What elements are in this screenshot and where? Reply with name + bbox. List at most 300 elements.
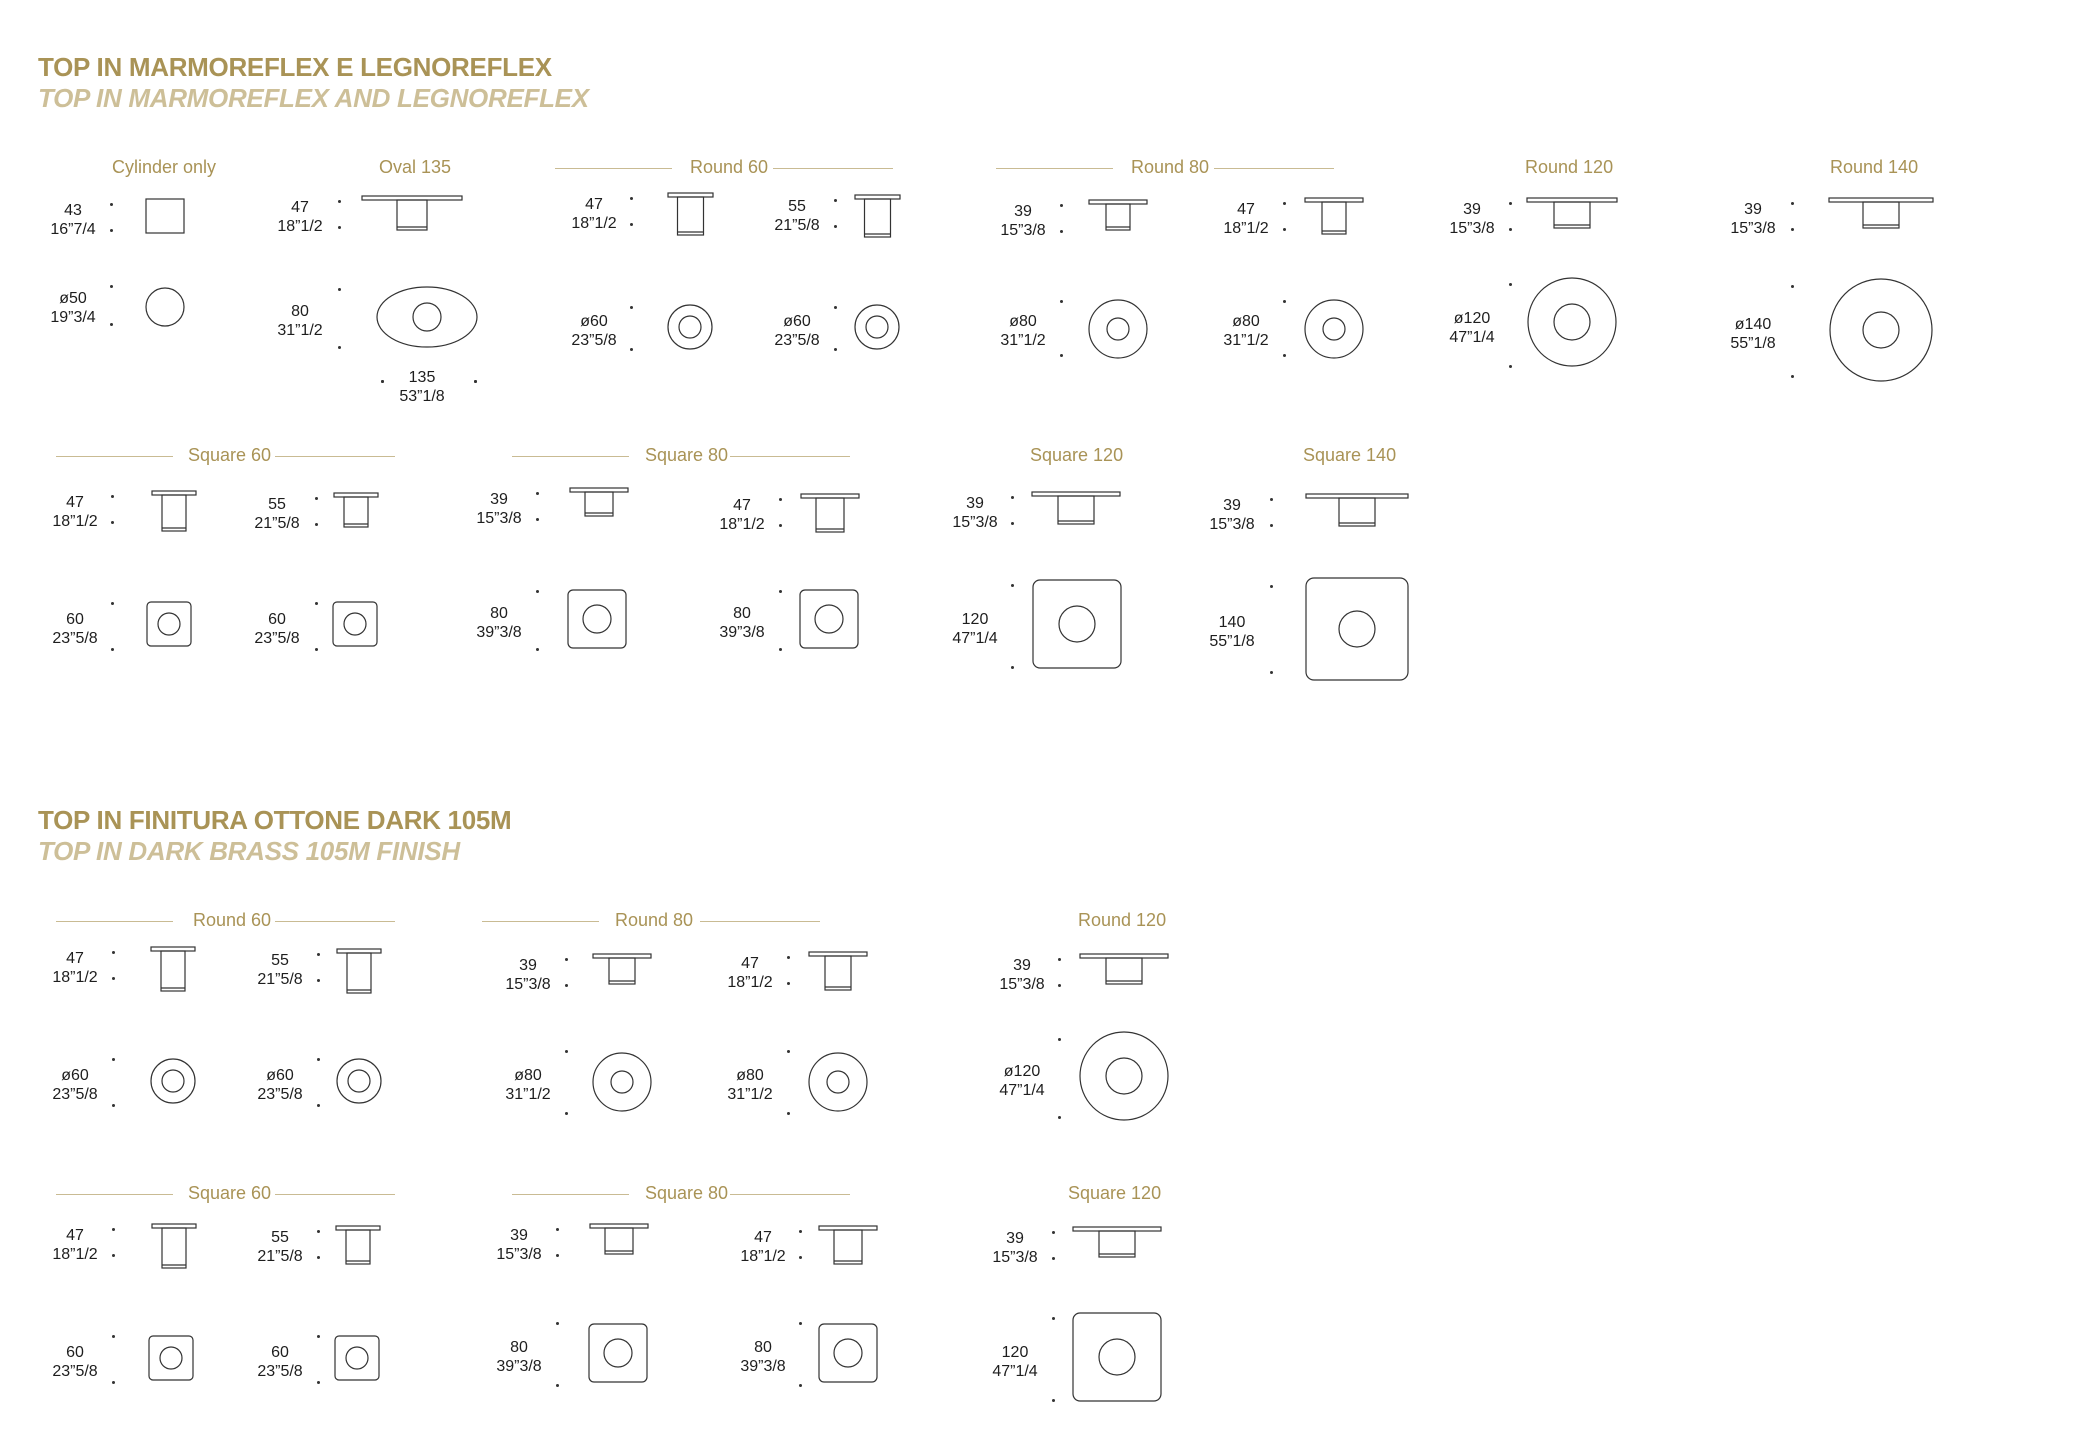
width-dimension bbox=[37, 1066, 113, 1104]
top-outline bbox=[335, 1336, 379, 1380]
dimension-tick bbox=[111, 495, 114, 498]
dimension-tick bbox=[799, 1384, 802, 1387]
metric-value: ø140 bbox=[1734, 316, 1772, 333]
imperial-value: 15”3/8 bbox=[1730, 220, 1776, 237]
metric-value: 80 bbox=[490, 605, 508, 622]
side-elevation-drawing bbox=[150, 1223, 198, 1271]
width-dimension bbox=[481, 1338, 557, 1376]
dimension-tick bbox=[112, 1381, 115, 1384]
dimension-tick bbox=[556, 1384, 559, 1387]
cylinder-base-outline bbox=[161, 951, 185, 991]
metric-value: 39 bbox=[519, 957, 537, 974]
imperial-value: 15”3/8 bbox=[1209, 516, 1255, 533]
metric-value: 140 bbox=[1218, 614, 1246, 631]
width-dimension bbox=[1194, 613, 1270, 651]
square-plan-drawing bbox=[1031, 578, 1123, 670]
height-dimension bbox=[490, 956, 566, 994]
imperial-value: 15”3/8 bbox=[1449, 220, 1495, 237]
width-dimension bbox=[1715, 315, 1791, 353]
height-dimension bbox=[37, 949, 113, 987]
dimension-tick bbox=[779, 590, 782, 593]
top-outline bbox=[593, 1053, 651, 1111]
base-outline bbox=[679, 316, 701, 338]
oval-plan-drawing bbox=[375, 285, 479, 349]
dimension-tick bbox=[630, 306, 633, 309]
imperial-value: 23”5/8 bbox=[257, 1363, 303, 1380]
dimension-tick bbox=[565, 1050, 568, 1053]
cylinder-base-outline bbox=[834, 1230, 862, 1264]
width-dimension bbox=[37, 610, 113, 648]
dimension-tick bbox=[1058, 984, 1061, 987]
dimension-tick bbox=[1509, 365, 1512, 368]
metric-value: 39 bbox=[1223, 497, 1241, 514]
side-elevation-drawing bbox=[1525, 197, 1619, 231]
table-top-outline bbox=[570, 488, 628, 492]
height-dimension bbox=[481, 1226, 557, 1264]
top-outline bbox=[589, 1324, 647, 1382]
cylinder-base-outline bbox=[1863, 202, 1899, 228]
group-title: Round 80 bbox=[1131, 157, 1210, 177]
metric-value: 39 bbox=[1463, 201, 1481, 218]
dimension-tick bbox=[565, 958, 568, 961]
metric-value: ø80 bbox=[1232, 313, 1260, 330]
top-outline bbox=[809, 1053, 867, 1111]
height-dimension bbox=[461, 490, 537, 528]
cylinder-base-outline bbox=[1554, 202, 1590, 228]
imperial-value: 18”1/2 bbox=[719, 516, 765, 533]
metric-value: 47 bbox=[66, 1227, 84, 1244]
height-dimension bbox=[1208, 200, 1284, 238]
round-plan-drawing bbox=[1303, 298, 1365, 360]
height-dimension bbox=[262, 198, 338, 236]
top-outline bbox=[1080, 1032, 1168, 1120]
top-outline bbox=[819, 1324, 877, 1382]
cylinder-base-outline bbox=[1106, 204, 1130, 230]
width-dimension bbox=[712, 1066, 788, 1104]
dimension-tick bbox=[556, 1322, 559, 1325]
dimension-tick bbox=[1060, 354, 1063, 357]
top-outline bbox=[1073, 1313, 1161, 1401]
base-outline bbox=[815, 605, 843, 633]
imperial-value: 21”5/8 bbox=[254, 515, 300, 532]
width-dimension bbox=[759, 312, 835, 350]
table-top-outline bbox=[1305, 198, 1363, 202]
top-outline bbox=[149, 1336, 193, 1380]
width-dimension bbox=[35, 289, 111, 327]
group-title: Square 60 bbox=[188, 1183, 272, 1203]
dimension-tick bbox=[834, 306, 837, 309]
dimension-tick bbox=[1270, 498, 1273, 501]
imperial-value: 23”5/8 bbox=[52, 630, 98, 647]
group-rule bbox=[555, 168, 672, 169]
metric-value: ø80 bbox=[514, 1067, 542, 1084]
imperial-value: 31”1/2 bbox=[1000, 332, 1046, 349]
imperial-value: 15”3/8 bbox=[476, 510, 522, 527]
dimension-tick bbox=[111, 602, 114, 605]
top-outline bbox=[147, 602, 191, 646]
imperial-value: 18”1/2 bbox=[740, 1248, 786, 1265]
group-title: Cylinder only bbox=[112, 157, 217, 177]
dimension-tick bbox=[317, 1230, 320, 1233]
width-dimension bbox=[461, 604, 537, 642]
dimension-tick bbox=[556, 1228, 559, 1231]
group-rule bbox=[56, 456, 173, 457]
side-elevation-drawing bbox=[568, 487, 630, 519]
base-outline bbox=[866, 316, 888, 338]
group-rule bbox=[730, 1194, 850, 1195]
group-rule bbox=[730, 456, 850, 457]
cylinder-base-outline bbox=[1058, 496, 1094, 524]
side-elevation-drawing bbox=[591, 953, 653, 987]
dimension-tick bbox=[1060, 300, 1063, 303]
metric-value: 47 bbox=[66, 950, 84, 967]
dimension-tick bbox=[1791, 228, 1794, 231]
cylinder-base-outline bbox=[162, 1228, 186, 1268]
imperial-value: 47”1/4 bbox=[992, 1363, 1038, 1380]
imperial-value: 31”1/2 bbox=[727, 1086, 773, 1103]
dimension-tick bbox=[834, 225, 837, 228]
dimension-tick bbox=[1011, 666, 1014, 669]
height-dimension bbox=[1194, 496, 1270, 534]
table-top-outline bbox=[1306, 494, 1408, 498]
cylinder-base-outline bbox=[347, 953, 371, 993]
dimension-tick bbox=[787, 982, 790, 985]
dimension-tick bbox=[338, 346, 341, 349]
metric-value: ø60 bbox=[61, 1067, 89, 1084]
width-dimension bbox=[556, 312, 632, 350]
top-outline bbox=[568, 590, 626, 648]
dimension-tick bbox=[1011, 522, 1014, 525]
dimension-tick bbox=[112, 1104, 115, 1107]
metric-value: 80 bbox=[733, 605, 751, 622]
cylinder-base-outline bbox=[605, 1228, 633, 1254]
metric-value: 120 bbox=[1001, 1344, 1029, 1361]
dimension-tick bbox=[111, 648, 114, 651]
dimension-tick bbox=[1509, 283, 1512, 286]
dimension-tick bbox=[338, 226, 341, 229]
imperial-value: 15”3/8 bbox=[992, 1249, 1038, 1266]
square-plan-drawing bbox=[798, 588, 860, 650]
imperial-value: 55”1/8 bbox=[1209, 633, 1255, 650]
dimension-tick bbox=[112, 1058, 115, 1061]
imperial-value: 21”5/8 bbox=[257, 1248, 303, 1265]
imperial-value: 23”5/8 bbox=[571, 332, 617, 349]
dimension-tick bbox=[1791, 202, 1794, 205]
imperial-value: 19”3/4 bbox=[50, 309, 96, 326]
imperial-value: 15”3/8 bbox=[952, 514, 998, 531]
base-outline bbox=[160, 1347, 182, 1369]
dimension-tick bbox=[1052, 1257, 1055, 1260]
table-top-outline bbox=[1032, 492, 1120, 496]
group-title: Square 120 bbox=[1068, 1183, 1162, 1203]
dimension-tick bbox=[317, 1335, 320, 1338]
imperial-value: 15”3/8 bbox=[505, 976, 551, 993]
width-dimension bbox=[262, 302, 338, 340]
dimension-tick bbox=[536, 648, 539, 651]
square-plan-drawing bbox=[147, 1334, 195, 1382]
group-rule bbox=[512, 456, 629, 457]
metric-value: 39 bbox=[510, 1227, 528, 1244]
group-title: Square 60 bbox=[188, 445, 272, 465]
dimension-tick bbox=[1270, 671, 1273, 674]
dimension-tick bbox=[315, 648, 318, 651]
length-dimension bbox=[384, 368, 460, 406]
group-title: Round 120 bbox=[1525, 157, 1614, 177]
top-outline bbox=[146, 288, 184, 326]
top-outline bbox=[1306, 578, 1408, 680]
base-outline bbox=[162, 1070, 184, 1092]
dimension-tick bbox=[536, 518, 539, 521]
width-dimension bbox=[242, 1343, 318, 1381]
imperial-value: 18”1/2 bbox=[52, 513, 98, 530]
round-plan-drawing bbox=[144, 286, 186, 328]
group-rule bbox=[275, 456, 395, 457]
top-outline bbox=[855, 305, 899, 349]
dimension-tick bbox=[1060, 204, 1063, 207]
square-plan-drawing bbox=[1071, 1311, 1163, 1403]
metric-value: ø80 bbox=[736, 1067, 764, 1084]
square-plan-drawing bbox=[331, 600, 379, 648]
table-top-outline bbox=[801, 494, 859, 498]
dimension-tick bbox=[1283, 228, 1286, 231]
dimension-tick bbox=[799, 1230, 802, 1233]
top-outline bbox=[1089, 300, 1147, 358]
round-plan-drawing bbox=[335, 1057, 383, 1105]
square-plan-drawing bbox=[587, 1322, 649, 1384]
table-top-outline bbox=[1527, 198, 1617, 202]
round-plan-drawing bbox=[666, 303, 714, 351]
base-outline bbox=[1099, 1339, 1135, 1375]
height-dimension bbox=[242, 951, 318, 989]
group-title: Square 80 bbox=[645, 1183, 729, 1203]
group-rule bbox=[773, 168, 893, 169]
round-plan-drawing bbox=[149, 1057, 197, 1105]
dimension-tick bbox=[1509, 202, 1512, 205]
square-plan-drawing bbox=[817, 1322, 879, 1384]
imperial-value: 23”5/8 bbox=[52, 1363, 98, 1380]
metric-value: ø50 bbox=[59, 290, 87, 307]
side-elevation-drawing bbox=[588, 1223, 650, 1257]
side-elevation-drawing bbox=[144, 198, 186, 240]
round-plan-drawing bbox=[1087, 298, 1149, 360]
metric-value: 39 bbox=[490, 491, 508, 508]
metric-value: 47 bbox=[741, 955, 759, 972]
cylinder-base-outline bbox=[1339, 498, 1375, 526]
dimension-tick bbox=[317, 1058, 320, 1061]
dimension-tick bbox=[338, 288, 341, 291]
imperial-value: 31”1/2 bbox=[1223, 332, 1269, 349]
cylinder-base-outline bbox=[864, 199, 890, 237]
top-outline bbox=[1830, 279, 1932, 381]
section-title: TOP IN FINITURA OTTONE DARK 105M bbox=[38, 805, 512, 835]
top-outline bbox=[151, 1059, 195, 1103]
round-plan-drawing bbox=[807, 1051, 869, 1113]
side-elevation-drawing bbox=[1087, 199, 1149, 233]
square-plan-drawing bbox=[333, 1334, 381, 1382]
section-subtitle: TOP IN DARK BRASS 105M FINISH bbox=[38, 836, 460, 866]
metric-value: ø120 bbox=[1003, 1063, 1041, 1080]
cylinder-base-outline bbox=[397, 200, 427, 230]
dimension-tick bbox=[110, 323, 113, 326]
side-elevation-drawing bbox=[1071, 1226, 1163, 1260]
dimension-tick bbox=[787, 1112, 790, 1115]
imperial-value: 23”5/8 bbox=[257, 1086, 303, 1103]
height-dimension bbox=[985, 202, 1061, 240]
height-dimension bbox=[242, 1228, 318, 1266]
metric-value: 47 bbox=[291, 199, 309, 216]
side-elevation-drawing bbox=[1304, 493, 1410, 529]
imperial-value: 55”1/8 bbox=[1730, 335, 1776, 352]
group-rule bbox=[56, 1194, 173, 1195]
dimension-tick bbox=[779, 648, 782, 651]
group-rule bbox=[700, 921, 820, 922]
side-elevation-drawing bbox=[1078, 953, 1170, 987]
side-elevation-drawing bbox=[150, 490, 198, 534]
imperial-value: 15”3/8 bbox=[1000, 222, 1046, 239]
dimension-tick bbox=[317, 1381, 320, 1384]
imperial-value: 21”5/8 bbox=[774, 217, 820, 234]
round-plan-drawing bbox=[1078, 1030, 1170, 1122]
imperial-value: 47”1/4 bbox=[952, 630, 998, 647]
dimension-tick bbox=[536, 492, 539, 495]
dimension-tick bbox=[1060, 230, 1063, 233]
dimension-tick bbox=[630, 197, 633, 200]
group-title: Square 120 bbox=[1030, 445, 1124, 465]
metric-value: 80 bbox=[754, 1339, 772, 1356]
dimension-tick bbox=[1058, 1038, 1061, 1041]
dimension-tick bbox=[112, 951, 115, 954]
dimension-tick bbox=[1283, 300, 1286, 303]
height-dimension bbox=[556, 195, 632, 233]
base-outline bbox=[834, 1339, 862, 1367]
dimension-tick bbox=[1791, 285, 1794, 288]
group-rule bbox=[996, 168, 1113, 169]
cylinder-base-outline bbox=[677, 197, 703, 235]
imperial-value: 23”5/8 bbox=[52, 1086, 98, 1103]
height-dimension bbox=[37, 493, 113, 531]
imperial-value: 23”5/8 bbox=[774, 332, 820, 349]
dimension-tick bbox=[317, 979, 320, 982]
imperial-value: 18”1/2 bbox=[52, 1246, 98, 1263]
height-dimension bbox=[977, 1229, 1053, 1267]
side-elevation-drawing bbox=[666, 192, 715, 238]
metric-value: ø60 bbox=[580, 313, 608, 330]
dimension-tick bbox=[317, 1256, 320, 1259]
imperial-value: 15”3/8 bbox=[999, 976, 1045, 993]
metric-value: 60 bbox=[271, 1344, 289, 1361]
section-title: TOP IN MARMOREFLEX E LEGNOREFLEX bbox=[38, 52, 552, 82]
dimension-tick bbox=[110, 229, 113, 232]
dimension-tick bbox=[799, 1322, 802, 1325]
dimension-tick bbox=[315, 497, 318, 500]
metric-value: 60 bbox=[66, 611, 84, 628]
metric-value: 80 bbox=[291, 303, 309, 320]
cylinder-base-outline bbox=[825, 956, 851, 990]
cylinder-base-outline bbox=[344, 497, 368, 527]
height-dimension bbox=[759, 197, 835, 235]
dimension-tick bbox=[1509, 228, 1512, 231]
table-top-outline bbox=[855, 195, 900, 199]
base-outline bbox=[611, 1071, 633, 1093]
side-elevation-drawing bbox=[335, 948, 383, 996]
square-plan-drawing bbox=[566, 588, 628, 650]
dimension-tick bbox=[110, 285, 113, 288]
dimension-tick bbox=[112, 1254, 115, 1257]
dimension-tick bbox=[1270, 585, 1273, 588]
imperial-value: 15”3/8 bbox=[496, 1246, 542, 1263]
metric-value: 47 bbox=[754, 1229, 772, 1246]
dimension-tick bbox=[112, 1335, 115, 1338]
cylinder-base-outline bbox=[346, 1230, 370, 1264]
dimension-tick bbox=[1011, 496, 1014, 499]
top-outline bbox=[800, 590, 858, 648]
imperial-value: 47”1/4 bbox=[1449, 329, 1495, 346]
imperial-value: 39”3/8 bbox=[496, 1358, 542, 1375]
height-dimension bbox=[984, 956, 1060, 994]
metric-value: 39 bbox=[1744, 201, 1762, 218]
metric-value: 39 bbox=[1006, 1230, 1024, 1247]
dimension-tick bbox=[1058, 958, 1061, 961]
metric-value: 47 bbox=[585, 196, 603, 213]
width-dimension bbox=[725, 1338, 801, 1376]
cylinder-base-outline bbox=[1322, 202, 1346, 234]
top-outline bbox=[337, 1059, 381, 1103]
table-top-outline bbox=[362, 196, 462, 200]
side-elevation-drawing bbox=[360, 195, 464, 233]
dimension-tick bbox=[556, 1254, 559, 1257]
width-dimension bbox=[239, 610, 315, 648]
imperial-value: 47”1/4 bbox=[999, 1082, 1045, 1099]
group-rule bbox=[56, 921, 173, 922]
side-elevation-drawing bbox=[149, 946, 197, 994]
dimension-tick bbox=[112, 1228, 115, 1231]
dimension-tick bbox=[565, 984, 568, 987]
base-outline bbox=[413, 303, 441, 331]
metric-value: ø60 bbox=[266, 1067, 294, 1084]
side-elevation-drawing bbox=[1827, 197, 1935, 231]
dimension-tick bbox=[315, 523, 318, 526]
dimension-tick bbox=[1791, 375, 1794, 378]
width-dimension bbox=[1434, 309, 1510, 347]
width-dimension bbox=[37, 1343, 113, 1381]
table-top-outline bbox=[152, 491, 196, 495]
imperial-value: 31”1/2 bbox=[505, 1086, 551, 1103]
cylinder-base-outline bbox=[146, 199, 184, 233]
width-dimension bbox=[984, 1062, 1060, 1100]
imperial-value: 21”5/8 bbox=[257, 971, 303, 988]
metric-value: 60 bbox=[66, 1344, 84, 1361]
width-dimension bbox=[490, 1066, 566, 1104]
group-rule bbox=[275, 921, 395, 922]
group-title: Round 140 bbox=[1830, 157, 1919, 177]
round-plan-drawing bbox=[1526, 276, 1618, 368]
group-rule bbox=[482, 921, 599, 922]
top-outline bbox=[377, 287, 477, 347]
table-top-outline bbox=[1089, 200, 1147, 204]
base-outline bbox=[346, 1347, 368, 1369]
dimension-tick bbox=[787, 956, 790, 959]
dimension-tick bbox=[565, 1112, 568, 1115]
side-elevation-drawing bbox=[334, 1225, 382, 1267]
dimension-tick bbox=[317, 1104, 320, 1107]
side-elevation-drawing bbox=[1303, 197, 1365, 237]
dimension-tick bbox=[381, 380, 384, 383]
base-outline bbox=[158, 613, 180, 635]
height-dimension bbox=[35, 201, 111, 239]
dimension-tick bbox=[779, 524, 782, 527]
dimension-tick bbox=[799, 1256, 802, 1259]
metric-value: 55 bbox=[268, 496, 286, 513]
